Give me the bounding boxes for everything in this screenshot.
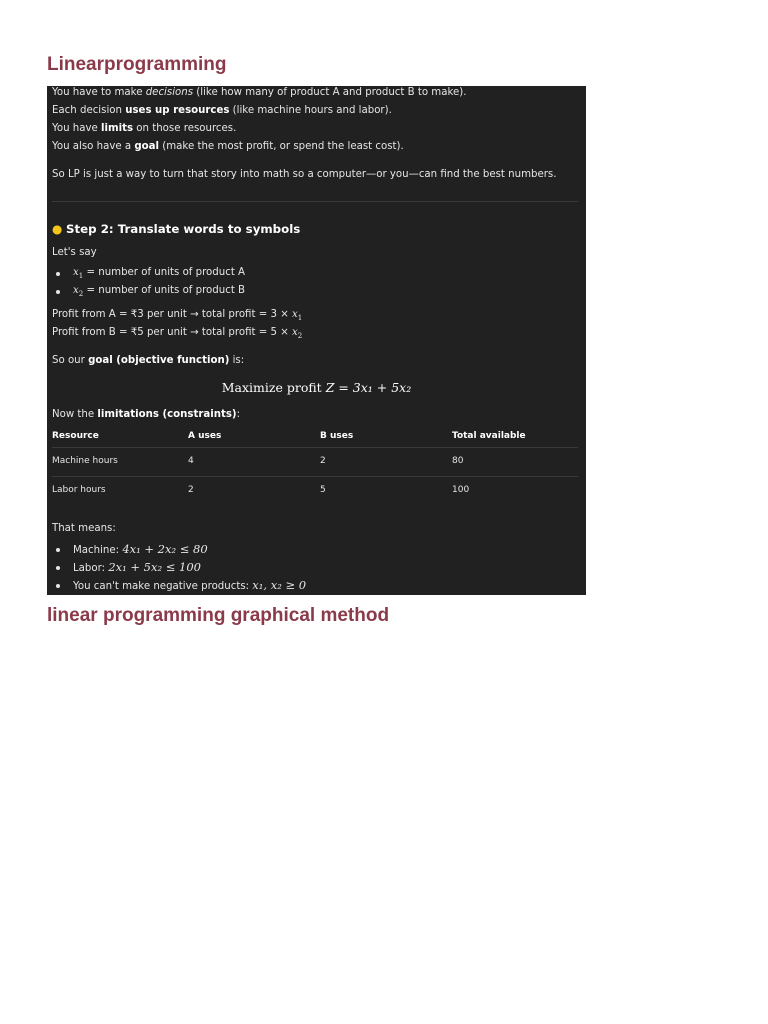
table-header-a-uses: A uses xyxy=(188,431,222,441)
bullet-dot xyxy=(56,272,60,276)
objective-function: Maximize profit Z = 3x₁ + 5x₂ xyxy=(221,380,412,395)
intro-summary: So LP is just a way to turn that story into math so a computer—or you—can find the best numbers. xyxy=(52,169,557,180)
lets-say-text: Let's say xyxy=(52,247,97,258)
variable-x1: $x_1$ = number of units of product A xyxy=(73,267,246,281)
intro-line-decisions: You have to make decisions (like how many of product A and product B to make). xyxy=(52,87,467,98)
table-cell: 4 xyxy=(188,456,194,466)
intro-line-goal: You also have a goal (make the most profit, or spend the least cost). xyxy=(52,141,404,152)
bullet-dot xyxy=(56,290,60,294)
table-header-total: Total available xyxy=(452,431,526,441)
bullet-dot xyxy=(56,548,60,552)
table-cell: 2 xyxy=(188,485,194,495)
table-cell: Machine hours xyxy=(52,456,118,466)
section-divider xyxy=(52,201,578,202)
table-cell: 80 xyxy=(452,456,464,466)
table-cell: Labor hours xyxy=(52,485,106,495)
step-heading: ● Step 2: Translate words to symbols xyxy=(52,222,301,236)
machine-constraint: Machine: 4x₁ + 2x₂ ≤ 80 xyxy=(73,542,208,556)
table-header-resource: Resource xyxy=(52,431,99,441)
table-header-divider xyxy=(52,447,578,448)
intro-line-limits: You have limits on those resources. xyxy=(52,123,237,134)
table-cell: 2 xyxy=(320,456,326,466)
variable-x2: $x_2$ = number of units of product B xyxy=(73,285,246,299)
table-row-divider xyxy=(52,476,578,477)
explanation-screenshot xyxy=(47,86,586,595)
page-title: Linearprogramming xyxy=(47,54,227,75)
table-header-b-uses: B uses xyxy=(320,431,354,441)
table-cell: 5 xyxy=(320,485,326,495)
bullet-dot xyxy=(56,584,60,588)
intro-line-resources: Each decision uses up resources (like machine hours and labor). xyxy=(52,105,392,116)
labor-constraint: Labor: 2x₁ + 5x₂ ≤ 100 xyxy=(73,560,201,574)
lightbulb-icon: ● xyxy=(52,222,63,236)
goal-line: So our goal (objective function) is: xyxy=(52,355,245,366)
profit-a-line: Profit from A = ₹3 per unit → total profit = $3 \times x_1$ xyxy=(52,309,303,323)
constraints-intro: Now the limitations (constraints): xyxy=(52,409,241,420)
nonnegativity-constraint: You can't make negative products: x₁, x₂ ≥ 0 xyxy=(73,578,307,592)
table-cell: 100 xyxy=(452,485,470,495)
bullet-dot xyxy=(56,566,60,570)
section-title: linear programming graphical method xyxy=(47,605,390,626)
profit-b-line: Profit from B = ₹5 per unit → total profit = $5 \times x_2$ xyxy=(52,327,303,341)
that-means-text: That means: xyxy=(52,523,116,534)
